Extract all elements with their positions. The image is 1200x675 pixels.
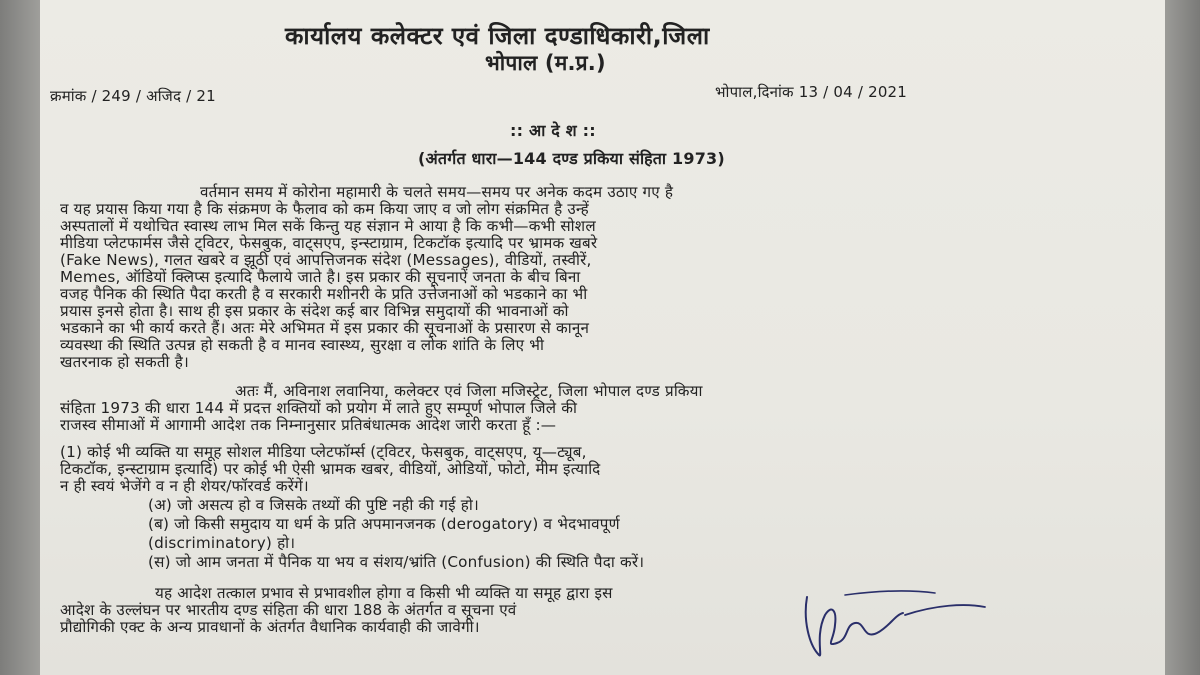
para1-line: खतरनाक हो सकती है।	[60, 353, 189, 371]
order-title: :: आ दे श ::	[510, 121, 596, 140]
reference-number: क्रमांक / 249 / अजिद / 21	[50, 87, 216, 105]
para3-line: यह आदेश तत्काल प्रभाव से प्रभावशील होगा व किसी भी व्यक्ति या समूह द्वारा इस	[155, 584, 613, 602]
subpoint-a: (अ) जो असत्य हो व जिसके तथ्यों की पुष्टि नही की गई हो।	[148, 496, 479, 514]
subpoint-b: (ब) जो किसी समुदाय या धर्म के प्रति अपमानजनक (derogatory) व भेदभावपूर्ण	[148, 515, 620, 533]
para1-line: (Fake News), गलत खबरे व झूठी एवं आपत्तिजनक संदेश (Messages), वीडियों, तस्वीरें,	[60, 251, 592, 269]
date-line: भोपाल,दिनांक 13 / 04 / 2021	[715, 83, 908, 101]
point1-line: न ही स्वयं भेजेंगे व न ही शेयर/फॉरवर्ड करेंगें।	[60, 477, 309, 495]
para2-line: संहिता 1973 की धारा 144 में प्रदत्त शक्तियों को प्रयोग में लाते हुए सम्पूर्ण भोपाल जिले की	[60, 399, 578, 417]
handwritten-signature	[785, 585, 1035, 675]
section-heading: (अंतर्गत धारा—144 दण्ड प्रकिया संहिता 1973)	[418, 149, 725, 168]
document-page	[40, 0, 1165, 675]
point1-line: (1) कोई भी व्यक्ति या समूह सोशल मीडिया प्लेटफॉर्म्स (ट्विटर, फेसबुक, वाट्सएप, यू—ट्यूब,	[60, 443, 587, 461]
para1-line: मीडिया प्लेटफार्मस जैसे ट्विटर, फेसबुक, वाट्सएप, इन्स्टाग्राम, टिकटॉक इत्यादि पर भ्रामक खबरे	[60, 234, 598, 252]
para3-line: आदेश के उल्लंघन पर भारतीय दण्ड संहिता की धारा 188 के अंतर्गत व सूचना एवं	[60, 601, 517, 619]
subpoint-c: (स) जो आम जनता में पैनिक या भय व संशय/भ्रांति (Confusion) की स्थिति पैदा करें।	[148, 553, 645, 571]
para1-line: प्रयास इनसे होता है। साथ ही इस प्रकार के संदेश कई बार विभिन्न समुदायों की भावनाओं को	[60, 302, 569, 320]
para1-line: वजह पैनिक की स्थिति पैदा करती है व सरकारी मशीनरी के प्रति उत्तेजनाओं को भडकाने का भी	[60, 285, 588, 303]
office-location: भोपाल (म.प्र.)	[485, 51, 606, 75]
para1-line: वर्तमान समय में कोरोना महामारी के चलते समय—समय पर अनेक कदम उठाए गए है	[200, 183, 674, 201]
para3-line: प्रौद्योगिकी एक्ट के अन्य प्रावधानों के अंतर्गत वैधानिक कार्यवाही की जावेगी।	[60, 618, 480, 636]
para1-line: Memes, ऑडियों क्लिप्स इत्यादि फैलाये जाते है। इस प्रकार की सूचनाऐं जनता के बीच बिना	[60, 268, 581, 286]
point1-line: टिकटॉक, इन्स्टाग्राम इत्यादि) पर कोई भी ऐसी भ्रामक खबर, वीडियों, ओडियों, फोटो, मीम इत्यादि	[60, 460, 601, 478]
para1-line: भडकाने का भी कार्य करते हैं। अतः मेरे अभिमत में इस प्रकार की सूचनाओं के प्रसारण से कानून	[60, 319, 590, 337]
para1-line: व यह प्रयास किया गया है कि संक्रमण के फैलाव को कम किया जाए व जो लोग संक्रमित है उन्हें	[60, 200, 589, 218]
para2-line: अतः मैं, अविनाश लवानिया, कलेक्टर एवं जिला मजिस्ट्रेट, जिला भोपाल दण्ड प्रकिया	[235, 382, 703, 400]
office-header: कार्यालय कलेक्टर एवं जिला दण्डाधिकारी,जिला	[285, 22, 710, 50]
para2-line: राजस्व सीमाओं में आगामी आदेश तक निम्नानुसार प्रतिबंधात्मक आदेश जारी करता हूँ :—	[60, 416, 557, 434]
para1-line: व्यवस्था की स्थिति उत्पन्न हो सकती है व मानव स्वास्थ्य, सुरक्षा व लोक शांति के लिए भी	[60, 336, 545, 354]
subpoint-b-cont: (discriminatory) हो।	[148, 534, 296, 552]
para1-line: अस्पतालों में यथोचित स्वास्थ लाभ मिल सकें किन्तु यह संज्ञान मे आया है कि कभी—कभी सोशल	[60, 217, 596, 235]
